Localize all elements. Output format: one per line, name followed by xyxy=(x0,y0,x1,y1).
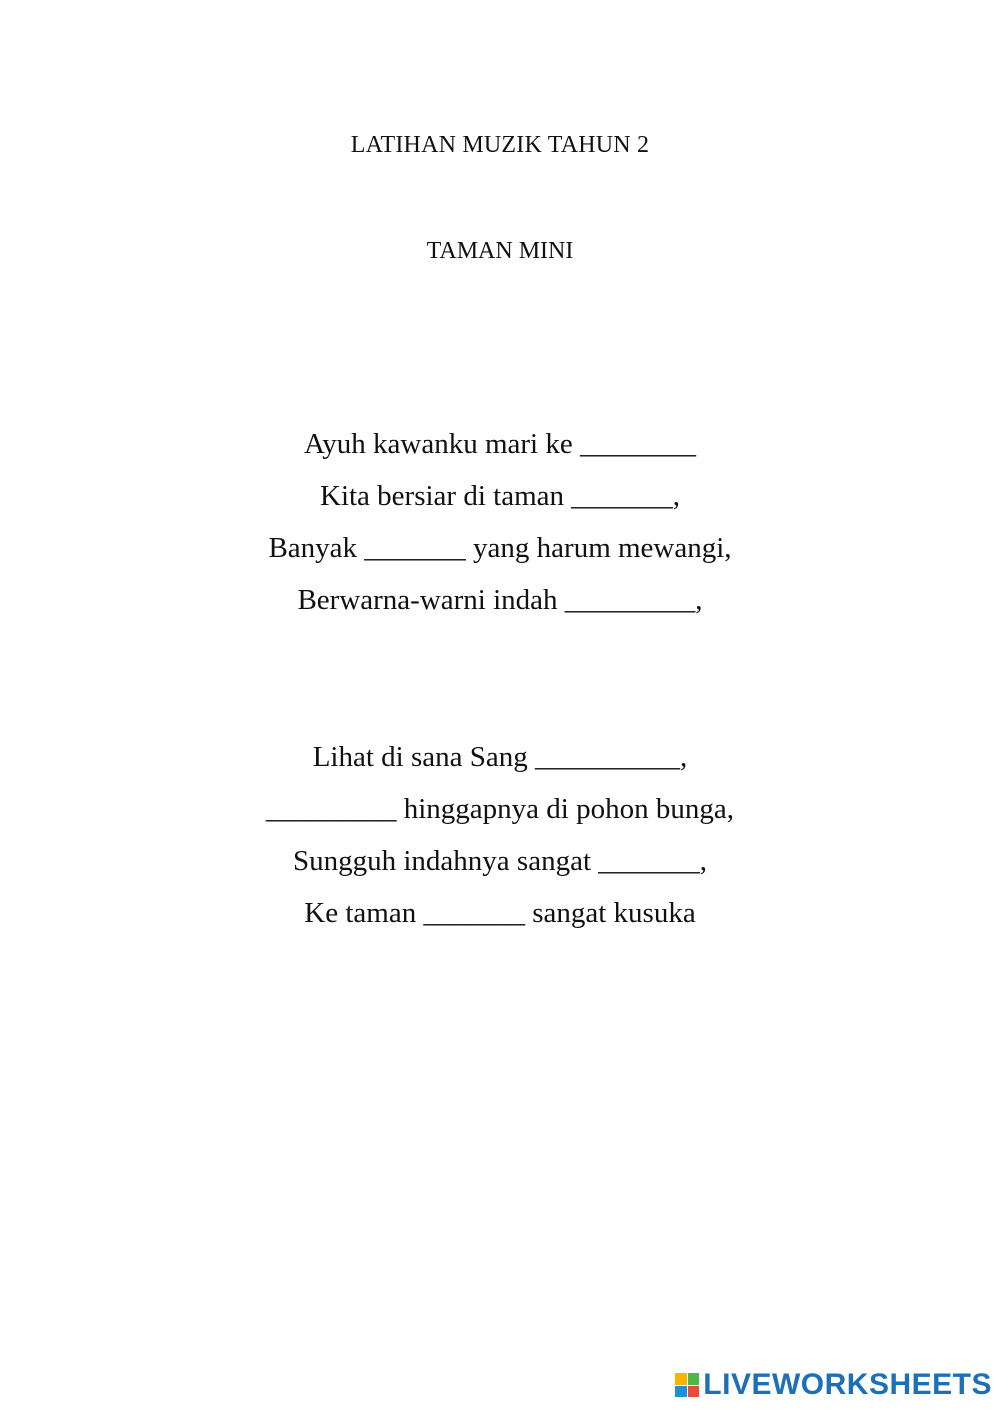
lyric-line: Kita bersiar di taman _______, xyxy=(320,480,680,512)
liveworksheets-logo-icon xyxy=(675,1373,699,1397)
lyric-line: Berwarna-warni indah _________, xyxy=(297,584,703,616)
lyric-line: Ke taman _______ sangat kusuka xyxy=(304,897,696,929)
lyric-line: Sungguh indahnya sangat _______, xyxy=(292,845,707,877)
worksheet-title: LATIHAN MUZIK TAHUN 2 xyxy=(350,132,650,158)
stanza-2 xyxy=(0,731,1000,939)
watermark-text: LIVEWORKSHEETS xyxy=(703,1368,992,1401)
song-title: TAMAN MINI xyxy=(426,238,574,264)
liveworksheets-watermark xyxy=(675,1367,992,1403)
lyric-line: Banyak _______ yang harum mewangi, xyxy=(268,532,732,564)
stanza-1 xyxy=(0,418,1000,626)
lyric-line: _________ hinggapnya di pohon bunga, xyxy=(266,793,734,825)
lyric-line: Lihat di sana Sang __________, xyxy=(312,741,688,773)
lyric-line: Ayuh kawanku mari ke ________ xyxy=(304,428,696,460)
